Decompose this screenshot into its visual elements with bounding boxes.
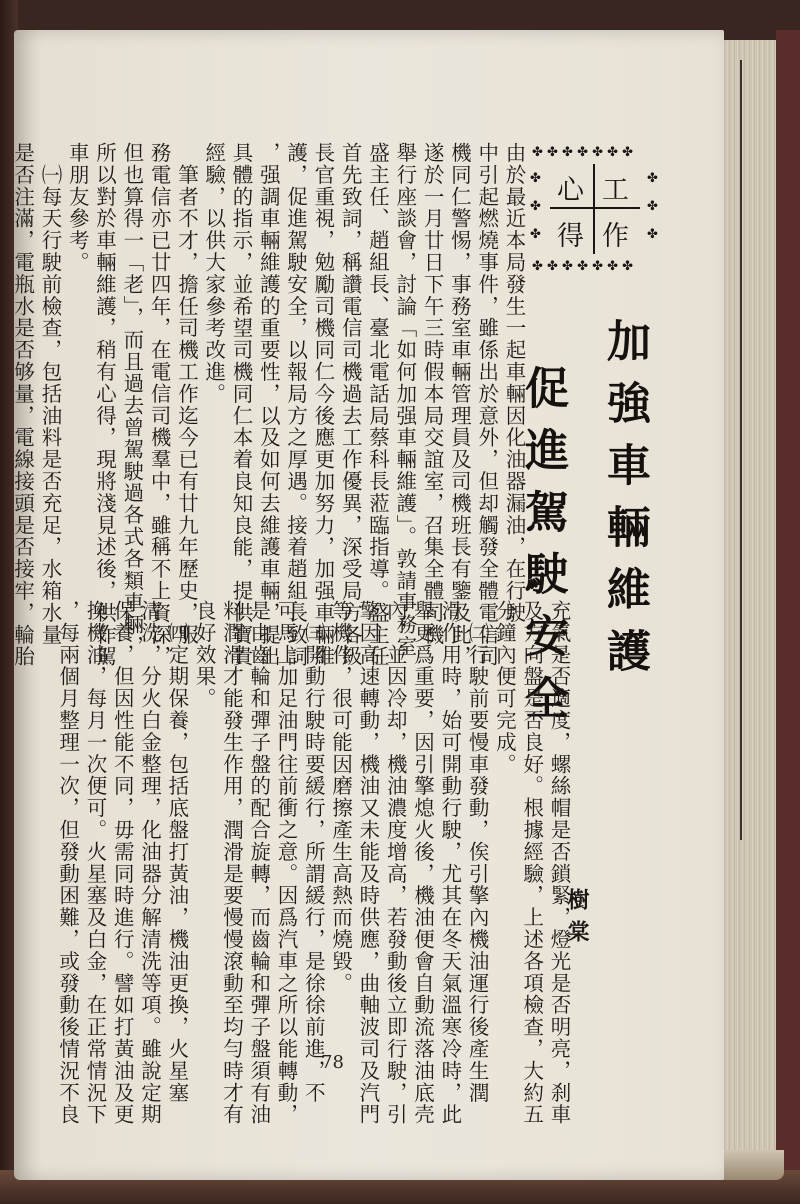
svg-text:✤ ✤ ✤ ✤ ✤ ✤ ✤: ✤ ✤ ✤ ✤ ✤ ✤ ✤ — [532, 259, 634, 274]
svg-text:✤: ✤ — [530, 199, 541, 214]
article-author: 樹棠 — [564, 888, 590, 952]
body-text-top-block: 由於最近本局發生一起車輛因化油器漏油，在行駛 中引起燃燒事件，雖係出於意外，但却觸發全體電信司 機同仁警惕，事務室車輛管理員及司機班長有鑒及此， 遂於一月廿日下午三時假本局交誼室，召集全體司機 舉行座談會，討論「如何加强車輛維護」。敦請事務室 盛主任、趙組長、臺北電話局蔡科長蒞臨指導。盛主任 首先致詞，稱讚電信司機過去工作優異，深受局方各級 長官重視，勉勵司機同仁今後應更加努力，加强車輛維 護，促進駕駛安全，以報局方之厚遇。接着趙組長致詞 ，强調車輛維護的重要性，以及如何去維護車輛，提出 具體的指示，並希望司機同仁本着良知良能，提供寶貴 經驗，以供大家參考改進。 筆者不才，擔任司機工作迄今已有廿九年歷史，服 務電信亦已廿四年，在電信司機羣中，雖稱不上資深， 但也算得一「老」，而且過去曾駕駛過各式各類車輛， 所以對於車輛維護，稍有心得，現將淺見述後，供作駕 車朋友參考。 ㈠每天行駛前檢查，包括油料是否充足，水箱水量 是否注滿，電瓶水是否够量，電線接頭是否接牢，輪胎 — [10, 142, 526, 668]
emblem-char-zuo: 作 — [602, 221, 629, 252]
svg-text:✤: ✤ — [530, 227, 541, 242]
body-text-bottom-block: 充氣是否適度，螺絲帽是否鎖緊，燈光是否明亮，刹車 及方向盤是否良好。根據經驗，上述各項檢查，大約五 分鐘內便可完成。 ㈡行駛前要慢車發動，俟引擎內機油運行後產生潤 滑作用時，始可開動行駛，尤其在冬天氣溫寒冷時，此 舉更爲重要，因引擎熄火後，機油便會自動流落油底壳 內，並因冷却，機油濃度增高，若發動後立即行駛，引 擎因高速轉動，機油又未能及時供應，曲軸波司及汽門 等機件，很可能因磨擦產生高熱而燒毀。 ㈢開動行駛時要緩行，所謂緩行，是徐徐前進，不 可馬上加足油門往前衝之意。因爲汽車之所以能轉動， 是由齒輪和彈子盤的配合旋轉，而齒輪和彈子盤須有油 料潤滑才能發生作用，潤滑是要慢慢滾動至均勻時才有 良好效果。 ㈣定期保養，包括底盤打黃油，機油更換，火星塞 清洗，分火白金整理，化油器分解清洗等項。雖說定期 保養，但因性能不同，毋需同時進行。譬如打黃油及更 換機油，每月一次便可。火星塞及白金，在正常情況下 ，每兩個月整理一次，但發動困難，或發動後情況不良 — [55, 600, 571, 1126]
emblem-char-xin: 心 — [557, 175, 584, 206]
emblem-ornament — [530, 142, 660, 274]
svg-text:✤: ✤ — [647, 227, 658, 242]
emblem-char-gong: 工 — [602, 175, 629, 206]
article-title-line-1: 加強車輛維護 — [599, 318, 650, 690]
svg-text:✤: ✤ — [647, 199, 658, 214]
page-number: 78 — [321, 1052, 344, 1073]
book-cover-edge — [776, 30, 800, 1204]
emblem-char-de: 得 — [557, 221, 584, 252]
svg-text:✤: ✤ — [530, 171, 541, 186]
page-stack-edge — [716, 40, 779, 1180]
column-emblem — [530, 142, 660, 274]
gutter-rule — [740, 60, 742, 840]
article-title-line-2: 促進駕駛安全 — [517, 365, 568, 737]
svg-text:✤: ✤ — [647, 171, 658, 186]
svg-text:✤ ✤ ✤ ✤ ✤ ✤ ✤: ✤ ✤ ✤ ✤ ✤ ✤ ✤ — [532, 145, 634, 160]
